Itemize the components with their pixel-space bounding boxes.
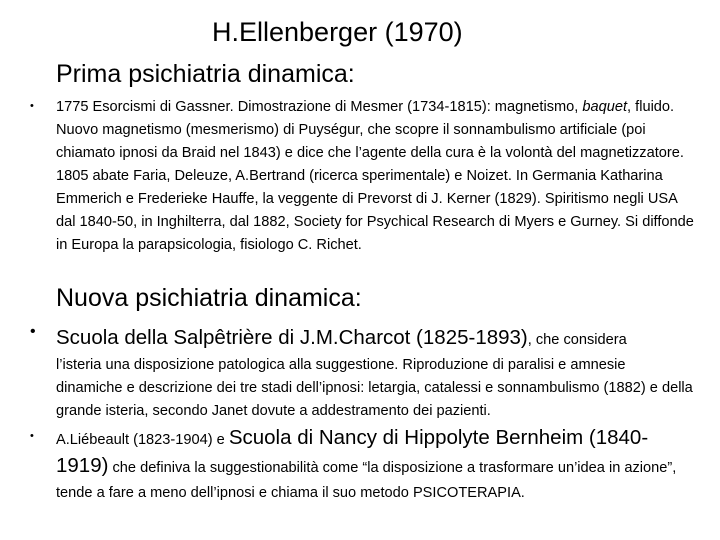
- section-heading-first-dynamic-psychiatry: Prima psichiatria dinamica:: [56, 60, 355, 88]
- slide-title: H.Ellenberger (1970): [212, 17, 463, 47]
- item1-rest-text: l’isteria una disposizione patologica alla suggestione. Riproduzione di paralisi e amnesie dinamiche e descrizione dei tre stadi dell’ipnosi: letargia, catalessi e sonnambulismo (1882) e della grande isteria, secondo Janet dovute a addestramento dei pazienti.: [56, 357, 693, 419]
- section2-item-salpetriere: [56, 324, 696, 423]
- section-heading-new-dynamic-psychiatry: Nuova psichiatria dinamica:: [56, 284, 362, 312]
- bullet-marker: •: [30, 100, 34, 112]
- item2-big-text: Scuola di Nancy di Hippolyte Bernheim (1840-1919): [56, 426, 649, 477]
- item1-first-line: [56, 324, 696, 354]
- section1-text-italic: baquet: [582, 99, 628, 115]
- section1-text-a: 1775 Esorcismi di Gassner. Dimostrazione di Mesmer (1734-1815): magnetismo,: [56, 99, 583, 115]
- item1-small-text: , che considera: [527, 332, 627, 348]
- section1-text-b: , fluido. Nuovo magnetismo (mesmerismo) di Puységur, che scopre il sonnambulismo artificiale (poi chiamato ipnosi da Braid nel 1843) e dice che l’agente della cura è la volontà del magnetizzatore. 1805 abate Faria, Deleuze, A.Bertrand (ricerca sperimentale) e Noizet. In Germania Katharina Emmerich e Frederieke Hauffe, la veggente di Prevorst di J. Kerner (1829). Spiritismo negli USA dal 1840-50, in Inghilterra, dal 1882, Society for Psychical Research di Myers e Gurney. Si diffonde in Europa la parapsicologia, fisiologo C. Richet.: [56, 99, 694, 253]
- section1-paragraph: [56, 96, 696, 257]
- item2-rest-text: che definiva la suggestionabilità come “la disposizione a trasformare un’idea in azione”, tende a fare a meno dell’ipnosi e chiama il suo metodo PSICOTERAPIA.: [56, 460, 677, 501]
- bullet-marker: •: [30, 323, 36, 340]
- item2-small-text: A.Liébeault (1823-1904) e: [56, 432, 229, 448]
- section2-item-nancy: [56, 425, 696, 506]
- item1-big-text: Scuola della Salpêtrière di J.M.Charcot (1825-1893): [56, 326, 528, 349]
- bullet-marker: •: [30, 430, 34, 442]
